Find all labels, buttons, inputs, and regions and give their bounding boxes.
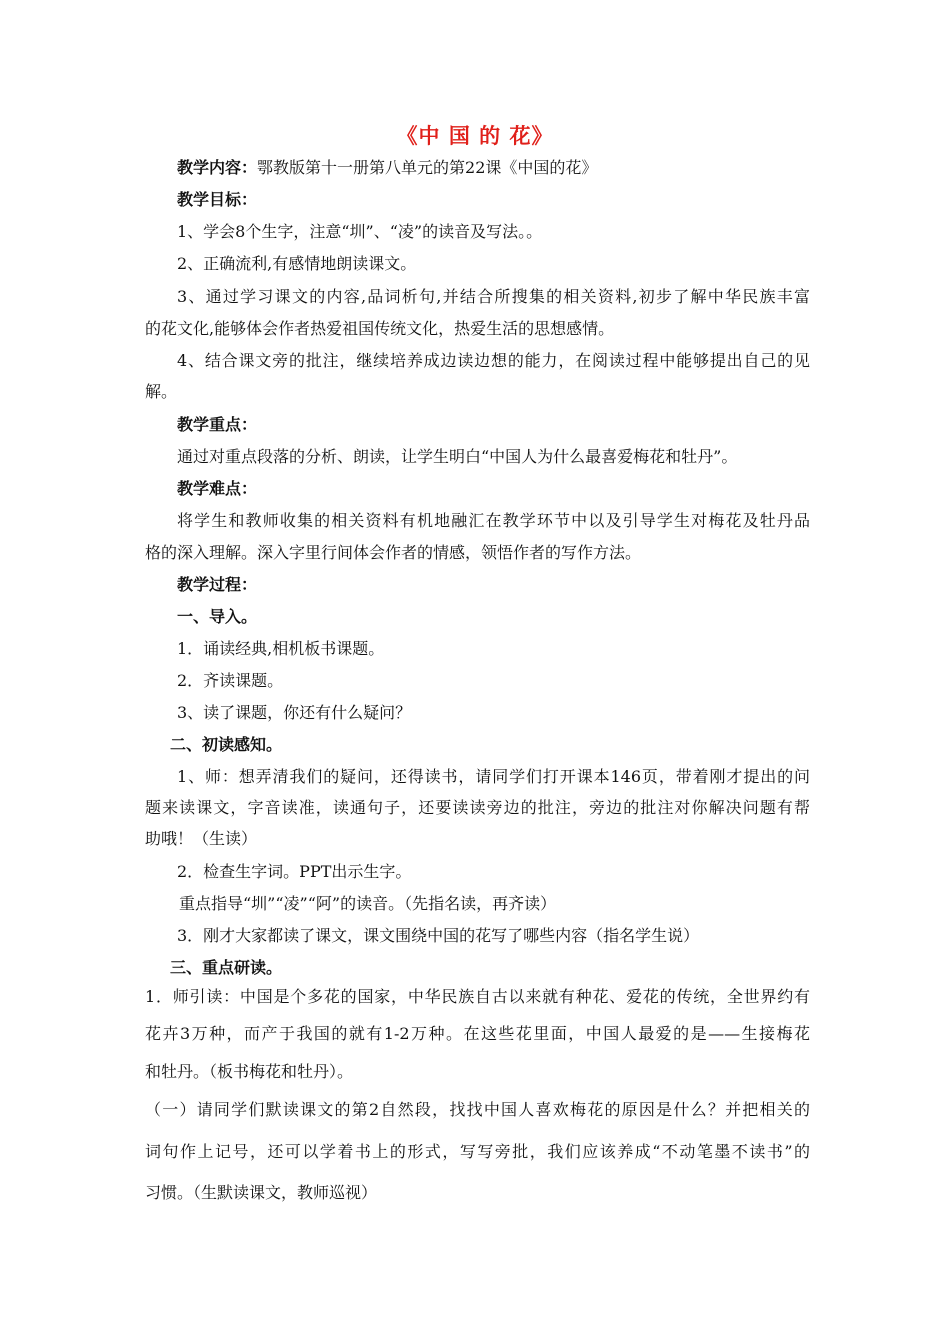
goal-item-4-line-1: 4、结合课文旁的批注，继续培养成边读边想的能力，在阅读过程中能够提出自己的见 (177, 351, 810, 370)
page-title: 《中 国 的 花》 (396, 123, 554, 148)
difficulty-line-1: 将学生和教师收集的相关资料有机地融汇在教学环节中以及引导学生对梅花及牡丹品 (177, 511, 810, 530)
section-2-heading: 二、初读感知。 (170, 735, 283, 754)
section-2-item-2-note: 重点指导“圳”“凌”“阿”的读音。（先指名读，再齐读） (179, 894, 557, 913)
goal-item-3-line-1: 3、通过学习课文的内容,品词析句,并结合所搜集的相关资料,初步了解中华民族丰富 (177, 287, 810, 306)
content-label: 教学内容： (177, 158, 258, 177)
section-3-sub-1-line-3: 习惯。（生默读课文，教师巡视） (145, 1183, 378, 1202)
section-3-item-1-line-1: 1．师引读：中国是个多花的国家，中华民族自古以来就有种花、爱花的传统，全世界约有 (145, 987, 810, 1006)
difficulty-line-2: 格的深入理解。深入字里行间体会作者的情感，领悟作者的写作方法。 (145, 543, 642, 562)
section-3-heading: 三、重点研读。 (170, 958, 283, 977)
section-2-item-1-line-2: 题来读课文，字音读准，读通句子，还要读读旁边的批注，旁边的批注对你解决问题有帮 (145, 798, 810, 817)
key-text: 通过对重点段落的分析、朗读，让学生明白“中国人为什么最喜爱梅花和牡丹”。 (177, 447, 738, 466)
section-2-item-3: 3．刚才大家都读了课文，课文围绕中国的花写了哪些内容（指名学生说） (177, 926, 700, 945)
section-3-sub-1-line-2: 词句作上记号，还可以学着书上的形式，写写旁批，我们应该养成“不动笔墨不读书”的 (145, 1142, 810, 1161)
section-1-heading: 一、导入。 (177, 607, 258, 626)
section-2-item-2: 2．检查生字词。PPT出示生字。 (177, 862, 412, 881)
process-heading: 教学过程： (177, 575, 258, 594)
section-3-sub-1-line-1: （一）请同学们默读课文的第2自然段，找找中国人喜欢梅花的原因是什么？并把相关的 (145, 1100, 810, 1119)
section-1-item-2: 2．齐读课题。 (177, 671, 284, 690)
section-2-item-1-line-3: 助哦！（生读） (145, 829, 258, 848)
section-3-item-1-line-3: 和牡丹。（板书梅花和牡丹）。 (145, 1062, 354, 1081)
goal-item-3-line-2: 的花文化,能够体会作者热爱祖国传统文化，热爱生活的思想感情。 (145, 319, 615, 338)
section-2-item-1-line-1: 1、师：想弄清我们的疑问，还得读书，请同学们打开课本146页，带着刚才提出的问 (177, 767, 810, 786)
content-line (177, 157, 810, 179)
goal-item-1: 1、学会8个生字，注意“圳”、“凌”的读音及写法。。 (177, 222, 543, 241)
key-heading: 教学重点： (177, 415, 258, 434)
section-1-item-1: 1．诵读经典,相机板书课题。 (177, 639, 385, 658)
section-3-item-1-line-2: 花卉3万种，而产于我国的就有1-2万种。在这些花里面，中国人最爱的是——生接梅花 (145, 1024, 810, 1043)
goal-item-2: 2、正确流利,有感情地朗读课文。 (177, 254, 417, 273)
goals-heading: 教学目标： (177, 190, 258, 209)
difficulty-heading: 教学难点： (177, 479, 258, 498)
content-text: 鄂教版第十一册第八单元的第22课《中国的花》 (257, 158, 598, 177)
goal-item-4-line-2: 解。 (145, 382, 178, 401)
section-1-item-3: 3、读了课题，你还有什么疑问？ (177, 703, 412, 722)
